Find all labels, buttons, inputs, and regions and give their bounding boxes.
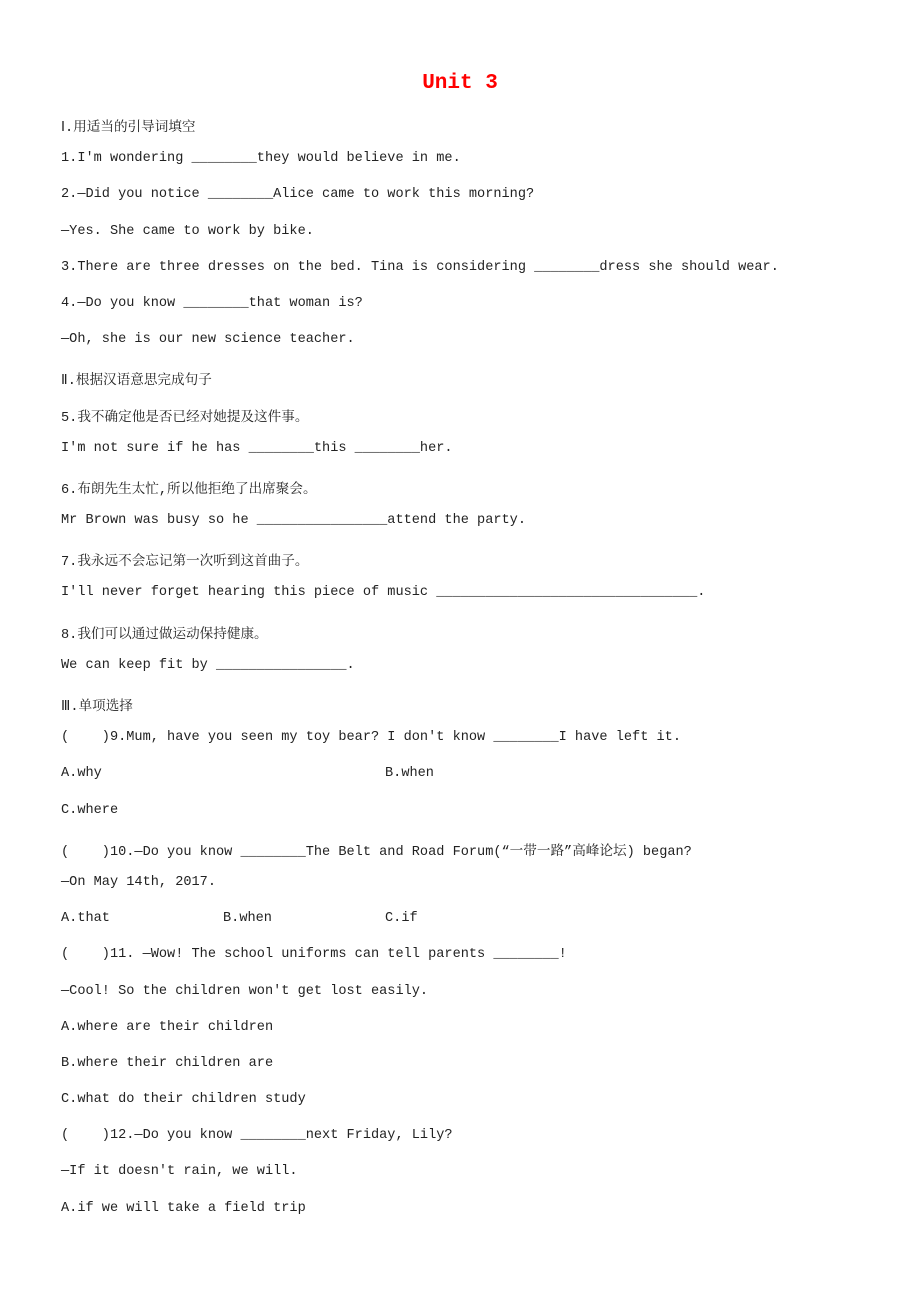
- text-line: [61, 115, 880, 151]
- text-line: [61, 296, 880, 332]
- text-line: [61, 622, 880, 658]
- line-text: —Yes. She came to work by bike.: [61, 223, 314, 239]
- line-text: 3.There are three dresses on the bed. Tina is considering ________dress she should wear.: [61, 259, 779, 275]
- line-text: C.where: [61, 802, 119, 818]
- line-text: ( )11. —Wow! The school uniforms can tell parents ________!: [61, 947, 567, 963]
- text-line: [61, 477, 880, 513]
- line-text: Ⅲ.单项选择: [61, 700, 133, 715]
- text-line: [61, 875, 880, 911]
- text-line: [61, 368, 880, 404]
- line-text: ( )9.Mum, have you seen my toy bear? I don't know ________I have left it.: [61, 730, 681, 746]
- line-text: ( )10.—Do you know ________The Belt and Road Forum(“一带一路”高峰论坛) began?: [61, 844, 692, 860]
- text-line: [61, 1056, 880, 1092]
- text-line: [61, 803, 880, 839]
- text-line: [61, 513, 880, 549]
- text-line: [61, 260, 880, 296]
- text-line: [61, 658, 880, 694]
- text-line: [61, 224, 880, 260]
- line-text: Ⅱ.根据汉语意思完成句子: [61, 374, 212, 390]
- text-line: [61, 947, 880, 983]
- text-line: [61, 549, 880, 585]
- line-text: Ⅰ.用适当的引导词填空: [61, 121, 196, 136]
- line-text: I'm not sure if he has ________this ________her.: [61, 440, 453, 456]
- line-text: A.if we will take a field trip: [61, 1200, 306, 1216]
- text-line: [61, 1164, 880, 1200]
- text-line: [61, 730, 880, 766]
- text-line: [61, 1020, 880, 1056]
- text-line: [61, 405, 880, 441]
- text-line: [61, 1201, 880, 1237]
- line-text: 4.—Do you know ________that woman is?: [61, 295, 363, 311]
- text-line: [61, 1092, 880, 1128]
- text-line: [61, 441, 880, 477]
- text-line: [61, 187, 880, 223]
- line-text: A.that: [61, 911, 110, 927]
- text-line: [61, 984, 880, 1020]
- line-text: A.why: [61, 766, 102, 782]
- line-text: —On May 14th, 2017.: [61, 874, 216, 890]
- line-text: 2.—Did you notice ________Alice came to work this morning?: [61, 187, 535, 203]
- line-text: 5.我不确定他是否已经对她提及这件事。: [61, 410, 309, 426]
- text-line: [61, 1128, 880, 1164]
- text-line: [61, 839, 880, 875]
- text-line: [61, 151, 880, 187]
- line-text: ( )12.—Do you know ________next Friday, Lily?: [61, 1128, 453, 1144]
- page-title: Unit 3: [422, 72, 498, 95]
- line-text: 1.I'm wondering ________they would believe in me.: [61, 151, 461, 167]
- line-text: 6.布朗先生太忙,所以他拒绝了出席聚会。: [61, 482, 317, 498]
- line-text: —Oh, she is our new science teacher.: [61, 332, 355, 348]
- line-text: 8.我们可以通过做运动保持健康。: [61, 627, 268, 643]
- option-text: B.when: [223, 911, 272, 927]
- line-text: Mr Brown was busy so he ________________attend the party.: [61, 513, 526, 529]
- text-line: [61, 694, 880, 730]
- option-text: B.when: [385, 766, 434, 782]
- line-text: —Cool! So the children won't get lost easily.: [61, 983, 429, 999]
- text-line: [61, 585, 880, 621]
- line-text: C.what do their children study: [61, 1092, 306, 1108]
- text-line: [61, 911, 880, 947]
- line-text: —If it doesn't rain, we will.: [61, 1164, 298, 1180]
- line-text: We can keep fit by ________________.: [61, 657, 355, 673]
- line-text: I'll never forget hearing this piece of music ________________________________.: [61, 585, 706, 601]
- line-text: B.where their children are: [61, 1055, 274, 1071]
- document-body: [61, 115, 880, 1237]
- text-line: [61, 766, 880, 802]
- option-text: C.if: [385, 911, 418, 927]
- text-line: [61, 332, 880, 368]
- line-text: A.where are their children: [61, 1019, 274, 1035]
- line-text: 7.我永远不会忘记第一次听到这首曲子。: [61, 555, 309, 571]
